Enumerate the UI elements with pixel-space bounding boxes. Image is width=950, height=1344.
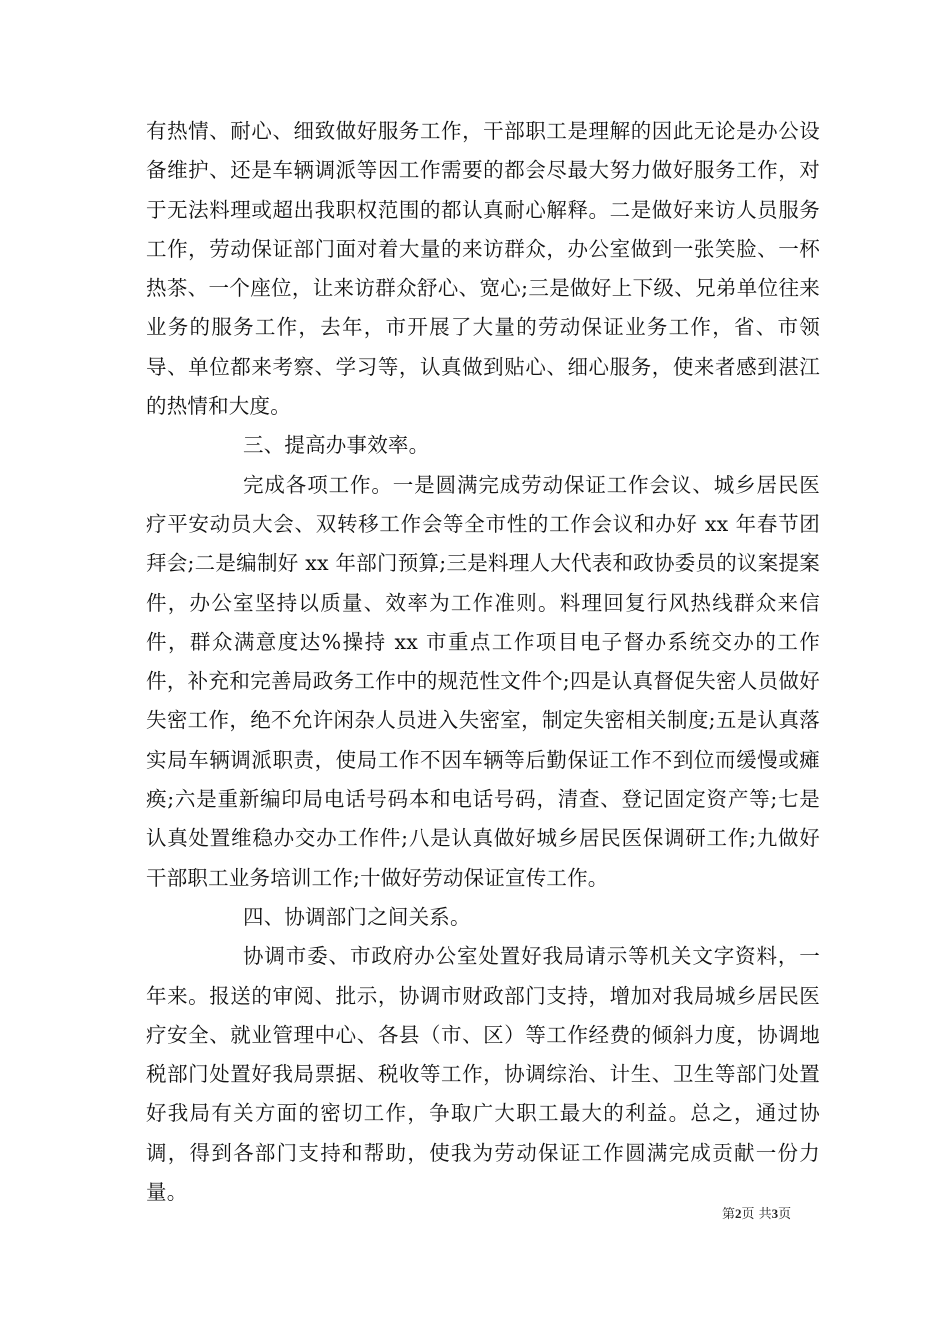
footer-middle: 页 共 [741,1207,772,1222]
paragraph-complete-tasks: 完成各项工作。一是圆满完成劳动保证工作会议、城乡居民医疗平安动员大会、双转移工作会等全市性的工作会议和办好 xx 年春节团拜会;二是编制好 xx 年部门预算;三是料理人大代表和政协委员的议案提案件，办公室坚持以质量、效率为工作准则。料理回复行风热线群众来信件，群众满意度达%操持 xx 市重点工作项目电子督办系统交办的工作件，补充和完善局政务工作中的规范性文件个;四是认真督促失密人员做好失密工作，绝不允许闲杂人员进入失密室，制定失密相关制度;五是认真落实局车辆调派职责，使局工作不因车辆等后勤保证工作不到位而缓慢或瘫痪;六是重新编印局电话号码本和电话号码，清查、登记固定资产等;七是认真处置维稳办交办工作件;八是认真做好城乡居民医保调研工作;九做好干部职工业务培训工作;十做好劳动保证宣传工作。 [146,472,820,890]
footer-current-page: 2 [735,1206,742,1221]
heading-coordinate-departments: 四、协调部门之间关系。 [243,904,471,929]
paragraph-service-work: 有热情、耐心、细致做好服务工作，干部职工是理解的因此无论是办公设备维护、还是车辆调派等因工作需要的都会尽最大努力做好服务工作，对于无法料理或超出我职权范围的都认真耐心解释。二是做好来访人员服务工作，劳动保证部门面对着大量的来访群众，办公室做到一张笑脸、一杯热茶、一个座位，让来访群众舒心、宽心;三是做好上下级、兄弟单位往来业务的服务工作，去年，市开展了大量的劳动保证业务工作，省、市领导、单位都来考察、学习等，认真做到贴心、细心服务，使来者感到湛江的热情和大度。 [146,119,820,419]
footer-suffix: 页 [778,1207,792,1222]
heading-improve-efficiency: 三、提高办事效率。 [243,433,430,458]
page-number-footer [722,1205,791,1224]
document-body [146,112,820,1212]
paragraph-coordination: 协调市委、市政府办公室处置好我局请示等机关文字资料，一年来。报送的审阅、批示，协调市财政部门支持，增加对我局城乡居民医疗安全、就业管理中心、各县（市、区）等工作经费的倾斜力度，协调地税部门处置好我局票据、税收等工作，协调综治、计生、卫生等部门处置好我局有关方面的密切工作，争取广大职工最大的利益。总之，通过协调，得到各部门支持和帮助，使我为劳动保证工作圆满完成贡献一份力量。 [146,944,820,1205]
footer-total-pages: 3 [771,1206,779,1221]
footer-prefix: 第 [722,1207,736,1222]
